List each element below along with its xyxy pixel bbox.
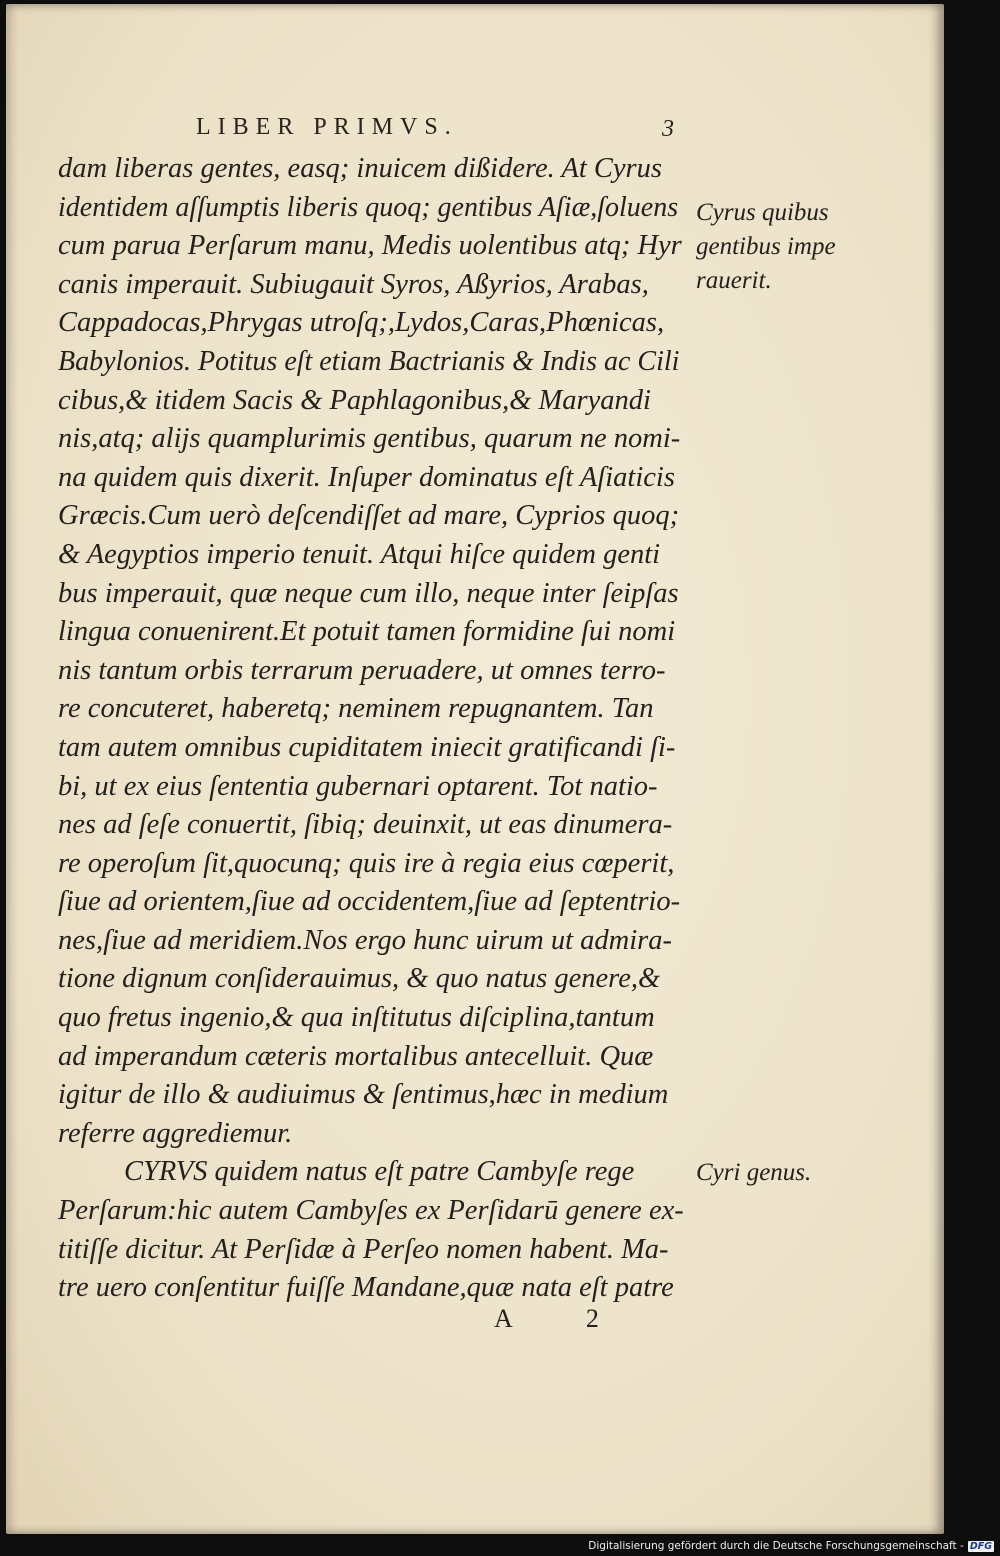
text-line: cibus,& itidem Sacis & Paphlagonibus,& Maryandi	[58, 384, 651, 416]
margin-note-line: rauerit.	[696, 267, 772, 294]
text-line: dam liberas gentes, easq; inuicem dißidere. At Cyrus	[58, 153, 662, 184]
text-line: nes,ſiue ad meridiem.Nos ergo hunc uirum ut admira-	[58, 924, 673, 956]
text-line: titiſſe dicitur. At Perſidæ à Perſeo nomen habent. Ma-	[58, 1233, 669, 1265]
text-line: Cappadocas,Phrygas utroſq;,Lydos,Caras,Phœnicas,	[58, 307, 665, 339]
text-line: CYRVS quidem natus eſt patre Cambyſe rege	[124, 1156, 635, 1188]
main-text-block	[58, 150, 686, 1308]
text-line: referre aggrediemur.	[58, 1117, 293, 1149]
text-line: canis imperauit. Subiugauit Syros, Aßyrios, Arabas,	[58, 268, 649, 300]
book-page	[6, 4, 944, 1534]
digitization-credit	[588, 1540, 994, 1552]
text-line: nes ad ſeſe conuertit, ſibiq; deuinxit, ut eas dinumera-	[58, 809, 673, 841]
running-title: LIBER PRIMVS.	[196, 114, 458, 140]
text-line: Græcis.Cum uerò deſcendiſſet ad mare, Cyprios quoq;	[58, 500, 680, 532]
text-line: ſiue ad orientem,ſiue ad occidentem,ſiue ad ſeptentrio-	[58, 886, 681, 918]
text-line: tione dignum conſiderauimus, & quo natus genere,&	[58, 963, 661, 995]
margin-note-line: Cyrus quibus	[696, 199, 829, 226]
text-line: na quidem quis dixerit. Inſuper dominatus eſt Aſiaticis	[58, 461, 675, 493]
folio-number: 3	[662, 116, 674, 142]
margin-note-cyri-genus	[696, 1156, 811, 1190]
text-line: re operoſum ſit,quocunq; quis ire à regia eius cœperit,	[58, 847, 675, 879]
text-line: & Aegyptios imperio tenuit. Atqui hiſce quidem genti	[58, 538, 661, 570]
dfg-logo: DFG	[969, 1540, 992, 1552]
text-line: tam autem omnibus cupiditatem iniecit gratificandi ſi-	[58, 731, 676, 763]
signature-mark: A 2	[494, 1304, 633, 1333]
credit-text: Digitalisierung gefördert durch die Deutsche Forschungsgemeinschaft -	[588, 1540, 964, 1552]
text-line: re concuteret, haberetq; neminem repugnantem. Tan	[58, 693, 654, 725]
text-line: cum parua Perſarum manu, Medis uolentibus atq; Hyr	[58, 230, 682, 262]
text-line: lingua conuenirent.Et potuit tamen formidine ſui nomi	[58, 616, 676, 648]
margin-note-line: gentibus impe	[696, 233, 836, 260]
text-line: bi, ut ex eius ſententia gubernari optarent. Tot natio-	[58, 770, 658, 802]
text-line: nis tantum orbis terrarum peruadere, ut omnes terro-	[58, 654, 666, 686]
margin-note-cyrus-rule	[696, 196, 836, 298]
text-line: Babylonios. Potitus eſt etiam Bactrianis & Indis ac Cili	[58, 345, 680, 377]
text-line: nis,atq; alijs quamplurimis gentibus, quarum ne nomi-	[58, 423, 681, 455]
text-line: tre uero conſentitur fuiſſe Mandane,quæ nata eſt patre	[58, 1272, 674, 1304]
text-line: identidem aſſumptis liberis quoq; gentibus Aſiæ,ſoluens	[58, 191, 679, 223]
text-line: ad imperandum cæteris mortalibus antecelluit. Quæ	[58, 1040, 654, 1072]
margin-note-line: Cyri genus.	[696, 1159, 812, 1186]
text-line: quo fretus ingenio,& qua inſtitutus diſciplina,tantum	[58, 1002, 655, 1034]
text-line: igitur de illo & audiuimus & ſentimus,hæc in medium	[58, 1079, 669, 1111]
text-line: bus imperauit, quæ neque cum illo, neque inter ſeipſas	[58, 577, 679, 609]
text-line: Perſarum:hic autem Cambyſes ex Perſidarū genere ex-	[58, 1195, 684, 1227]
